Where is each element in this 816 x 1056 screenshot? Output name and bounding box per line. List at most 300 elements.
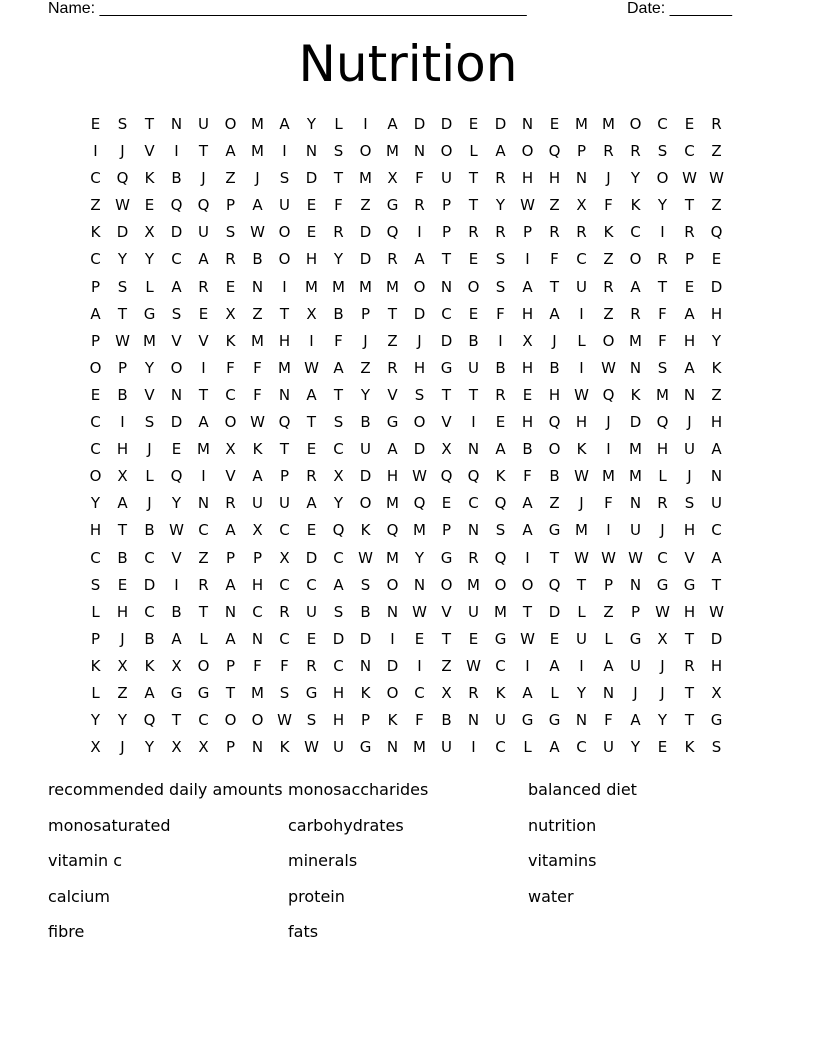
- grid-letter: O: [251, 711, 264, 730]
- grid-letter: R: [684, 656, 695, 675]
- word-list-item: balanced diet: [528, 780, 637, 799]
- grid-letter: C: [495, 738, 506, 757]
- grid-letter: S: [684, 494, 695, 513]
- grid-letter: G: [683, 575, 696, 594]
- grid-letter: F: [253, 385, 262, 404]
- grid-letter: N: [386, 738, 399, 757]
- grid-letter: M: [602, 115, 615, 133]
- grid-letter: X: [144, 223, 155, 242]
- grid-letter: G: [143, 304, 156, 323]
- grid-letter: I: [525, 250, 530, 269]
- grid-letter: T: [468, 196, 479, 215]
- grid-letter: O: [359, 142, 372, 161]
- grid-letter: C: [90, 169, 101, 188]
- grid-letter: Y: [144, 358, 155, 377]
- grid-letter: C: [333, 440, 344, 459]
- grid-letter: A: [306, 385, 317, 404]
- grid-letter: T: [684, 629, 695, 648]
- grid-letter: I: [93, 142, 98, 161]
- grid-letter: H: [305, 250, 318, 269]
- grid-letter: T: [522, 602, 533, 621]
- grid-letter: C: [711, 521, 722, 540]
- grid-letter: G: [386, 413, 399, 432]
- grid-letter: N: [629, 358, 642, 377]
- grid-letter: G: [386, 196, 399, 215]
- grid-letter: J: [552, 331, 557, 350]
- grid-letter: D: [170, 223, 183, 242]
- grid-letter: L: [604, 629, 613, 648]
- grid-letter: S: [333, 142, 344, 161]
- grid-letter: U: [630, 656, 641, 675]
- grid-letter: Z: [387, 331, 398, 350]
- grid-letter: F: [604, 711, 613, 730]
- grid-letter: A: [387, 440, 398, 459]
- grid-letter: X: [117, 467, 128, 486]
- grid-letter: X: [90, 738, 101, 757]
- grid-letter: N: [521, 115, 534, 133]
- grid-letter: K: [279, 738, 290, 757]
- grid-letter: D: [629, 413, 642, 432]
- grid-letter: O: [413, 277, 426, 296]
- grid-letter: T: [279, 304, 290, 323]
- grid-letter: Q: [710, 223, 723, 242]
- grid-letter: M: [467, 575, 480, 594]
- grid-letter: Q: [440, 467, 453, 486]
- grid-letter: X: [441, 440, 452, 459]
- grid-letter: P: [441, 521, 452, 540]
- grid-letter: O: [629, 115, 642, 133]
- grid-letter: U: [306, 602, 317, 621]
- grid-letter: F: [550, 250, 559, 269]
- grid-letter: S: [333, 413, 344, 432]
- grid-letter: J: [660, 521, 665, 540]
- word-list-item: recommended daily amounts: [48, 780, 283, 799]
- grid-letter: V: [225, 467, 236, 486]
- grid-letter: E: [549, 115, 560, 133]
- grid-letter: P: [441, 196, 452, 215]
- grid-letter: C: [90, 440, 101, 459]
- grid-letter: E: [549, 629, 560, 648]
- grid-letter: X: [333, 467, 344, 486]
- grid-letter: W: [169, 521, 184, 540]
- grid-letter: H: [548, 385, 561, 404]
- grid-letter: N: [710, 467, 723, 486]
- grid-letter: U: [684, 440, 695, 459]
- grid-letter: W: [682, 169, 697, 188]
- grid-letter: T: [684, 683, 695, 702]
- grid-letter: Y: [144, 250, 155, 269]
- grid-letter: Q: [332, 521, 345, 540]
- grid-letter: C: [657, 115, 668, 133]
- grid-letter: W: [358, 548, 373, 567]
- grid-letter: D: [548, 602, 561, 621]
- grid-letter: D: [359, 629, 372, 648]
- grid-letter: P: [684, 250, 695, 269]
- grid-letter: T: [441, 250, 452, 269]
- grid-letter: A: [522, 277, 533, 296]
- grid-letter: D: [413, 304, 426, 323]
- grid-letter: G: [305, 683, 318, 702]
- grid-letter: Q: [278, 413, 291, 432]
- header: [48, 0, 748, 18]
- grid-letter: J: [363, 331, 368, 350]
- grid-letter: U: [711, 494, 722, 513]
- grid-letter: I: [579, 358, 584, 377]
- grid-letter: V: [144, 385, 155, 404]
- grid-letter: K: [630, 385, 641, 404]
- grid-letter: U: [576, 629, 587, 648]
- grid-letter: A: [711, 440, 722, 459]
- grid-letter: O: [521, 142, 534, 161]
- grid-letter: Y: [333, 494, 344, 513]
- grid-letter: F: [253, 358, 262, 377]
- grid-letter: T: [279, 440, 290, 459]
- grid-letter: E: [441, 494, 452, 513]
- grid-letter: E: [225, 277, 236, 296]
- grid-letter: Z: [360, 358, 371, 377]
- word-list-item: protein: [288, 886, 345, 906]
- grid-letter: L: [577, 602, 586, 621]
- grid-letter: Y: [306, 115, 317, 133]
- grid-letter: N: [359, 656, 372, 675]
- grid-letter: O: [467, 277, 480, 296]
- grid-letter: A: [225, 142, 236, 161]
- grid-letter: H: [521, 169, 534, 188]
- grid-letter: F: [334, 196, 343, 215]
- grid-letter: C: [90, 548, 101, 567]
- grid-letter: O: [548, 440, 561, 459]
- grid-letter: B: [360, 602, 371, 621]
- grid-letter: E: [198, 304, 209, 323]
- grid-letter: B: [171, 602, 182, 621]
- grid-letter: G: [656, 575, 669, 594]
- grid-letter: V: [171, 331, 182, 350]
- grid-letter: A: [198, 250, 209, 269]
- grid-letter: E: [90, 115, 101, 133]
- grid-letter: V: [441, 602, 452, 621]
- grid-letter: I: [417, 656, 422, 675]
- grid-letter: U: [630, 521, 641, 540]
- grid-letter: K: [90, 656, 101, 675]
- word-list-item: water: [528, 886, 574, 906]
- grid-letter: S: [495, 521, 506, 540]
- grid-letter: I: [471, 738, 476, 757]
- grid-letter: Q: [494, 548, 507, 567]
- grid-letter: O: [440, 575, 453, 594]
- grid-letter: D: [359, 250, 372, 269]
- grid-letter: V: [198, 331, 209, 350]
- grid-letter: O: [197, 656, 210, 675]
- grid-letter: L: [469, 142, 478, 161]
- grid-letter: P: [90, 629, 101, 648]
- grid-letter: J: [120, 738, 125, 757]
- grid-letter: M: [413, 521, 426, 540]
- grid-letter: T: [117, 521, 128, 540]
- grid-letter: T: [198, 602, 209, 621]
- grid-letter: R: [198, 575, 209, 594]
- grid-letter: M: [251, 142, 264, 161]
- grid-letter: X: [198, 738, 209, 757]
- grid-letter: J: [660, 683, 665, 702]
- grid-letter: M: [629, 331, 642, 350]
- grid-letter: X: [117, 656, 128, 675]
- grid-letter: G: [197, 683, 210, 702]
- grid-letter: V: [441, 413, 452, 432]
- grid-letter: C: [279, 575, 290, 594]
- grid-letter: Y: [657, 711, 668, 730]
- grid-letter: P: [90, 277, 101, 296]
- grid-letter: X: [279, 548, 290, 567]
- grid-letter: Z: [603, 304, 614, 323]
- grid-letter: Y: [630, 738, 641, 757]
- grid-letter: A: [225, 521, 236, 540]
- grid-letter: A: [711, 548, 722, 567]
- grid-letter: G: [359, 738, 372, 757]
- grid-letter: P: [360, 304, 371, 323]
- grid-letter: T: [684, 196, 695, 215]
- grid-letter: D: [116, 223, 129, 242]
- grid-letter: M: [413, 738, 426, 757]
- grid-letter: W: [520, 629, 535, 648]
- grid-letter: Z: [90, 196, 101, 215]
- grid-letter: N: [386, 602, 399, 621]
- grid-letter: T: [171, 711, 182, 730]
- grid-letter: E: [495, 413, 506, 432]
- grid-letter: K: [603, 223, 614, 242]
- grid-letter: A: [630, 711, 641, 730]
- grid-letter: D: [413, 115, 426, 133]
- grid-letter: Z: [711, 142, 722, 161]
- grid-letter: L: [145, 277, 154, 296]
- grid-letter: H: [710, 304, 723, 323]
- grid-letter: N: [602, 683, 615, 702]
- grid-letter: B: [522, 440, 533, 459]
- grid-letter: U: [198, 223, 209, 242]
- grid-letter: D: [440, 331, 453, 350]
- grid-letter: E: [657, 738, 668, 757]
- grid-letter: K: [252, 440, 263, 459]
- grid-letter: D: [710, 277, 723, 296]
- grid-letter: M: [359, 277, 372, 296]
- grid-letter: I: [471, 413, 476, 432]
- grid-letter: D: [143, 575, 156, 594]
- grid-letter: N: [170, 115, 183, 133]
- grid-letter: I: [606, 440, 611, 459]
- grid-letter: A: [522, 494, 533, 513]
- grid-letter: C: [495, 656, 506, 675]
- grid-letter: C: [333, 548, 344, 567]
- grid-letter: P: [603, 575, 614, 594]
- grid-letter: A: [225, 629, 236, 648]
- grid-letter: A: [252, 196, 263, 215]
- grid-letter: W: [304, 358, 319, 377]
- grid-letter: D: [413, 440, 426, 459]
- grid-letter: Y: [657, 196, 668, 215]
- grid-letter: T: [441, 629, 452, 648]
- grid-letter: Q: [494, 494, 507, 513]
- grid-letter: A: [90, 304, 101, 323]
- grid-letter: T: [306, 413, 317, 432]
- grid-letter: W: [574, 467, 589, 486]
- grid-letter: I: [309, 331, 314, 350]
- grid-letter: V: [171, 548, 182, 567]
- grid-letter: W: [115, 331, 130, 350]
- word-list-item: minerals: [288, 851, 358, 870]
- grid-letter: I: [525, 548, 530, 567]
- grid-letter: Z: [711, 196, 722, 215]
- grid-letter: T: [144, 115, 155, 133]
- grid-letter: F: [604, 196, 613, 215]
- grid-letter: E: [684, 115, 695, 133]
- grid-letter: C: [198, 521, 209, 540]
- grid-letter: Y: [117, 250, 128, 269]
- grid-letter: B: [441, 711, 452, 730]
- grid-letter: F: [523, 467, 532, 486]
- grid-letter: V: [144, 142, 155, 161]
- word-list-item: monosaturated: [48, 815, 171, 835]
- grid-letter: H: [656, 440, 669, 459]
- grid-letter: K: [711, 358, 722, 377]
- grid-letter: D: [305, 169, 318, 188]
- grid-letter: M: [494, 602, 507, 621]
- grid-letter: A: [171, 277, 182, 296]
- grid-letter: H: [89, 521, 102, 540]
- grid-letter: A: [144, 683, 155, 702]
- grid-letter: P: [225, 196, 236, 215]
- grid-letter: G: [629, 629, 642, 648]
- grid-letter: R: [279, 602, 290, 621]
- grid-letter: A: [171, 629, 182, 648]
- grid-letter: C: [252, 602, 263, 621]
- grid-letter: O: [440, 142, 453, 161]
- grid-letter: X: [441, 683, 452, 702]
- grid-letter: E: [522, 385, 533, 404]
- grid-letter: A: [522, 521, 533, 540]
- grid-letter: M: [251, 115, 264, 133]
- grid-letter: C: [657, 548, 668, 567]
- grid-letter: M: [251, 331, 264, 350]
- grid-letter: X: [225, 440, 236, 459]
- page-title: Nutrition: [298, 35, 518, 93]
- grid-letter: N: [629, 494, 642, 513]
- grid-letter: S: [711, 738, 722, 757]
- grid-letter: M: [143, 331, 156, 350]
- grid-letter: H: [683, 331, 696, 350]
- grid-letter: L: [658, 467, 667, 486]
- grid-letter: P: [90, 331, 101, 350]
- grid-letter: C: [468, 494, 479, 513]
- grid-letter: G: [710, 711, 723, 730]
- grid-letter: R: [333, 223, 344, 242]
- grid-letter: H: [521, 358, 534, 377]
- grid-letter: O: [89, 467, 102, 486]
- grid-letter: N: [197, 494, 210, 513]
- grid-letter: I: [579, 656, 584, 675]
- word-list-item: carbohydrates: [288, 815, 404, 835]
- grid-letter: X: [522, 331, 533, 350]
- grid-letter: C: [171, 250, 182, 269]
- grid-letter: B: [144, 629, 155, 648]
- grid-letter: C: [333, 656, 344, 675]
- grid-letter: J: [120, 629, 125, 648]
- grid-letter: H: [386, 467, 399, 486]
- grid-letter: F: [226, 358, 235, 377]
- grid-letter: F: [415, 711, 424, 730]
- grid-letter: S: [171, 304, 182, 323]
- grid-letter: A: [495, 142, 506, 161]
- grid-letter: Q: [548, 575, 561, 594]
- grid-letter: Z: [360, 196, 371, 215]
- grid-letter: K: [387, 711, 398, 730]
- grid-letter: W: [655, 602, 670, 621]
- grid-letter: E: [306, 629, 317, 648]
- grid-letter: O: [89, 358, 102, 377]
- grid-letter: X: [387, 169, 398, 188]
- grid-letter: T: [684, 711, 695, 730]
- grid-letter: T: [468, 385, 479, 404]
- grid-letter: R: [711, 115, 722, 133]
- grid-letter: I: [498, 331, 503, 350]
- grid-letter: R: [468, 683, 479, 702]
- grid-letter: I: [120, 413, 125, 432]
- grid-letter: I: [390, 629, 395, 648]
- grid-letter: S: [495, 250, 506, 269]
- grid-letter: J: [687, 413, 692, 432]
- grid-letter: K: [144, 656, 155, 675]
- grid-letter: Q: [170, 467, 183, 486]
- grid-letter: R: [495, 223, 506, 242]
- grid-letter: A: [306, 494, 317, 513]
- grid-letter: W: [574, 385, 589, 404]
- grid-letter: X: [576, 196, 587, 215]
- grid-letter: E: [684, 277, 695, 296]
- grid-letter: U: [576, 277, 587, 296]
- grid-letter: L: [199, 629, 208, 648]
- grid-letter: J: [201, 169, 206, 188]
- grid-letter: M: [629, 467, 642, 486]
- grid-letter: I: [201, 467, 206, 486]
- grid-letter: U: [333, 738, 344, 757]
- grid-letter: J: [606, 413, 611, 432]
- grid-letter: O: [386, 575, 399, 594]
- grid-letter: T: [549, 277, 560, 296]
- grid-letter: K: [144, 169, 155, 188]
- grid-letter: U: [441, 169, 452, 188]
- grid-letter: C: [306, 575, 317, 594]
- grid-letter: G: [440, 358, 453, 377]
- grid-letter: B: [549, 358, 560, 377]
- grid-letter: D: [332, 629, 345, 648]
- grid-letter: U: [495, 711, 506, 730]
- grid-letter: C: [279, 629, 290, 648]
- grid-letter: C: [630, 223, 641, 242]
- grid-letter: N: [440, 277, 453, 296]
- date-field-label: Date: _______: [627, 0, 732, 17]
- grid-letter: I: [525, 656, 530, 675]
- grid-letter: Z: [711, 385, 722, 404]
- grid-letter: P: [630, 602, 641, 621]
- grid-letter: K: [576, 440, 587, 459]
- grid-letter: Z: [441, 656, 452, 675]
- grid-letter: N: [278, 385, 291, 404]
- grid-letter: I: [606, 521, 611, 540]
- grid-letter: B: [549, 467, 560, 486]
- grid-letter: Q: [602, 385, 615, 404]
- grid-letter: A: [333, 358, 344, 377]
- grid-letter: P: [360, 711, 371, 730]
- grid-letter: E: [90, 385, 101, 404]
- grid-letter: U: [279, 196, 290, 215]
